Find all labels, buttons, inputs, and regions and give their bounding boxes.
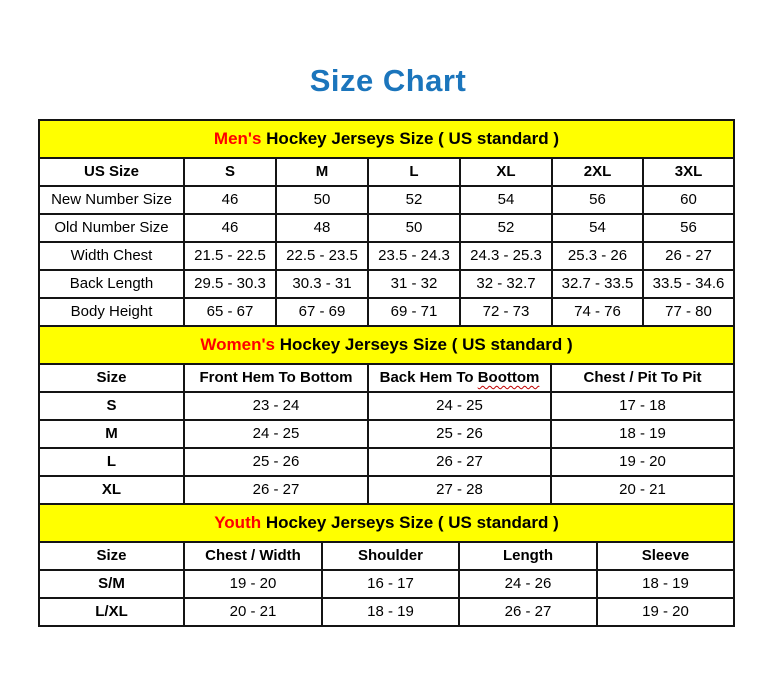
- size-value-cell: 23.5 - 24.3: [368, 242, 460, 270]
- size-value-cell: 56: [643, 214, 734, 242]
- size-value-cell: 20 - 21: [184, 598, 322, 626]
- size-value-cell: 19 - 20: [597, 598, 734, 626]
- column-header: Length: [459, 542, 597, 570]
- table-row: [39, 242, 734, 270]
- size-value-cell: 32.7 - 33.5: [552, 270, 643, 298]
- size-value-cell: 24 - 25: [368, 392, 551, 420]
- size-value-cell: 18 - 19: [322, 598, 459, 626]
- size-value-cell: 50: [368, 214, 460, 242]
- row-label: Back Length: [39, 270, 184, 298]
- table-row: [39, 476, 734, 504]
- size-value-cell: 25 - 26: [184, 448, 368, 476]
- table-row: [39, 448, 734, 476]
- table-row: [39, 598, 734, 626]
- column-header: US Size: [39, 158, 184, 186]
- womens-section-banner: [39, 326, 734, 364]
- youth-banner-row: [39, 504, 734, 542]
- column-header: Size: [39, 542, 184, 570]
- youth-banner-highlight: Youth: [214, 512, 262, 532]
- size-value-cell: 74 - 76: [552, 298, 643, 326]
- size-value-cell: 18 - 19: [551, 420, 734, 448]
- size-chart-tables: [38, 119, 733, 627]
- youth-header-row: [39, 542, 734, 570]
- column-header: Size: [39, 364, 184, 392]
- size-value-cell: 46: [184, 214, 276, 242]
- size-value-cell: 24 - 26: [459, 570, 597, 598]
- row-label: M: [39, 420, 184, 448]
- misspelled-word: Boottom: [477, 368, 540, 386]
- size-value-cell: 52: [460, 214, 552, 242]
- row-label: L/XL: [39, 598, 184, 626]
- size-value-cell: 19 - 20: [184, 570, 322, 598]
- size-value-cell: 56: [552, 186, 643, 214]
- size-value-cell: 48: [276, 214, 368, 242]
- column-header: Chest / Width: [184, 542, 322, 570]
- size-value-cell: 60: [643, 186, 734, 214]
- size-value-cell: 25 - 26: [368, 420, 551, 448]
- table-row: [39, 298, 734, 326]
- size-value-cell: 24 - 25: [184, 420, 368, 448]
- womens-banner-row: [39, 326, 734, 364]
- youth-section-banner: [39, 504, 734, 542]
- size-value-cell: 46: [184, 186, 276, 214]
- row-label: Old Number Size: [39, 214, 184, 242]
- row-label: S: [39, 392, 184, 420]
- size-value-cell: 24.3 - 25.3: [460, 242, 552, 270]
- size-value-cell: 17 - 18: [551, 392, 734, 420]
- size-value-cell: 52: [368, 186, 460, 214]
- row-label: S/M: [39, 570, 184, 598]
- table-row: [39, 420, 734, 448]
- column-header: S: [184, 158, 276, 186]
- column-header: L: [368, 158, 460, 186]
- womens-banner-highlight: Women's: [200, 334, 275, 354]
- row-label: L: [39, 448, 184, 476]
- mens-banner-row: [39, 120, 734, 158]
- size-value-cell: 54: [552, 214, 643, 242]
- table-row: [39, 186, 734, 214]
- column-header: Sleeve: [597, 542, 734, 570]
- size-value-cell: 31 - 32: [368, 270, 460, 298]
- row-label: Body Height: [39, 298, 184, 326]
- size-value-cell: 23 - 24: [184, 392, 368, 420]
- youth-banner-text: Hockey Jerseys Size ( US standard ): [265, 512, 559, 532]
- size-value-cell: 77 - 80: [643, 298, 734, 326]
- column-header: [368, 364, 551, 392]
- column-header: Chest / Pit To Pit: [551, 364, 734, 392]
- size-value-cell: 19 - 20: [551, 448, 734, 476]
- mens-banner-text: Hockey Jerseys Size ( US standard ): [266, 128, 560, 148]
- size-value-cell: 32 - 32.7: [460, 270, 552, 298]
- size-value-cell: 22.5 - 23.5: [276, 242, 368, 270]
- womens-header-row: [39, 364, 734, 392]
- size-value-cell: 26 - 27: [184, 476, 368, 504]
- size-value-cell: 18 - 19: [597, 570, 734, 598]
- womens-size-table: [38, 325, 735, 505]
- table-row: [39, 392, 734, 420]
- column-header: M: [276, 158, 368, 186]
- size-value-cell: 30.3 - 31: [276, 270, 368, 298]
- table-row: [39, 570, 734, 598]
- column-header-text: Back Hem To: [379, 368, 474, 386]
- youth-size-table: [38, 503, 735, 627]
- size-value-cell: 21.5 - 22.5: [184, 242, 276, 270]
- size-value-cell: 50: [276, 186, 368, 214]
- table-row: [39, 214, 734, 242]
- row-label: New Number Size: [39, 186, 184, 214]
- size-value-cell: 67 - 69: [276, 298, 368, 326]
- womens-banner-text: Hockey Jerseys Size ( US standard ): [279, 334, 573, 354]
- mens-header-row: [39, 158, 734, 186]
- size-value-cell: 33.5 - 34.6: [643, 270, 734, 298]
- size-value-cell: 26 - 27: [459, 598, 597, 626]
- mens-section-banner: [39, 120, 734, 158]
- row-label: XL: [39, 476, 184, 504]
- size-value-cell: 65 - 67: [184, 298, 276, 326]
- column-header: Front Hem To Bottom: [184, 364, 368, 392]
- size-value-cell: 54: [460, 186, 552, 214]
- size-value-cell: 16 - 17: [322, 570, 459, 598]
- size-value-cell: 20 - 21: [551, 476, 734, 504]
- table-row: [39, 270, 734, 298]
- page-title: Size Chart: [309, 63, 467, 98]
- size-value-cell: 26 - 27: [643, 242, 734, 270]
- mens-size-table: [38, 119, 735, 327]
- size-value-cell: 69 - 71: [368, 298, 460, 326]
- row-label: Width Chest: [39, 242, 184, 270]
- column-header: 2XL: [552, 158, 643, 186]
- size-value-cell: 26 - 27: [368, 448, 551, 476]
- mens-banner-highlight: Men's: [213, 128, 262, 148]
- size-value-cell: 29.5 - 30.3: [184, 270, 276, 298]
- size-value-cell: 25.3 - 26: [552, 242, 643, 270]
- size-value-cell: 72 - 73: [460, 298, 552, 326]
- column-header: 3XL: [643, 158, 734, 186]
- column-header: Shoulder: [322, 542, 459, 570]
- size-value-cell: 27 - 28: [368, 476, 551, 504]
- column-header: XL: [460, 158, 552, 186]
